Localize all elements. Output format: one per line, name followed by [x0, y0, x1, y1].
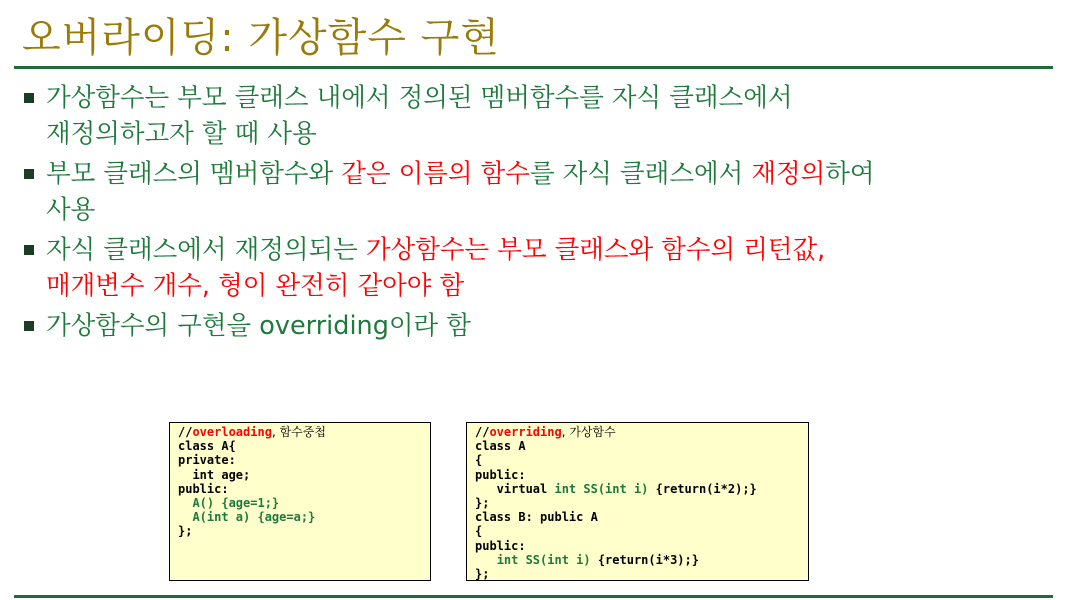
code-comment: //overloading, 함수중첩 [178, 425, 326, 439]
bullet-2-line-2: 사용 [46, 195, 96, 225]
code-comment: //overriding, 가상함수 [475, 425, 616, 439]
bullet-item-4 [24, 308, 1054, 344]
code-box-overloading [169, 422, 431, 581]
footer-divider [14, 595, 1053, 598]
square-bullet-icon [24, 245, 34, 255]
bullet-2-highlight-redefine: 재정의 [751, 159, 826, 189]
square-bullet-icon [24, 169, 34, 179]
code-keyword-overloading: overloading [192, 425, 272, 439]
code-line: }; [475, 567, 490, 582]
bullet-2-text: 를 자식 클래스에서 [529, 159, 752, 189]
bullet-4-line-1: 가상함수의 구현을 overriding이라 함 [46, 311, 471, 341]
code-line-constructor: A(int a) {age=a;} [178, 510, 316, 525]
code-line: { [475, 524, 483, 539]
code-box-overriding [466, 422, 809, 581]
bullet-item-2 [24, 156, 1054, 228]
code-line: public: [475, 538, 526, 553]
bullet-1-line-1: 가상함수는 부모 클래스 내에서 정의된 멤버함수를 자식 클래스에서 [46, 83, 793, 113]
slide-title: 오버라이딩: 가상함수 구현 [22, 15, 500, 61]
bullet-3-text: 자식 클래스에서 재정의되는 [46, 235, 366, 265]
code-line-virtual: virtual int SS(int i) {return(i*2);} [475, 481, 757, 496]
code-line: private: [178, 453, 236, 468]
code-line: }; [178, 524, 193, 539]
square-bullet-icon [24, 93, 34, 103]
bullet-2-text: 하여 [825, 159, 875, 189]
code-line: class A [475, 439, 526, 454]
code-line: public: [178, 481, 229, 496]
bullet-list [24, 80, 1054, 348]
bullet-item-3 [24, 232, 1054, 304]
code-keyword-overriding: overriding [489, 425, 562, 439]
code-line: class A{ [178, 439, 236, 454]
bullet-1-line-2: 재정의하고자 할 때 사용 [46, 119, 317, 149]
code-line: { [475, 453, 483, 468]
code-line: class B: public A [475, 510, 598, 525]
code-line-constructor: A() {age=1;} [178, 496, 280, 511]
bullet-2-highlight-same-name: 같은 이름의 함수 [341, 159, 530, 189]
code-line: public: [475, 467, 526, 482]
bullet-3-highlight: 가상함수는 부모 클래스와 함수의 리턴값, [365, 235, 826, 265]
bullet-item-1 [24, 80, 1054, 152]
code-line: }; [475, 496, 490, 511]
square-bullet-icon [24, 321, 34, 331]
bullet-3-line-2: 매개변수 개수, 형이 완전히 같아야 함 [46, 271, 465, 301]
bullet-3-line-1 [46, 232, 1054, 268]
code-line: int age; [178, 467, 251, 482]
bullet-2-text: 부모 클래스의 멤버함수와 [46, 159, 342, 189]
code-line-override: int SS(int i) {return(i*3);} [496, 552, 699, 567]
bullet-2-line-1 [46, 156, 1054, 192]
title-divider [14, 66, 1053, 69]
